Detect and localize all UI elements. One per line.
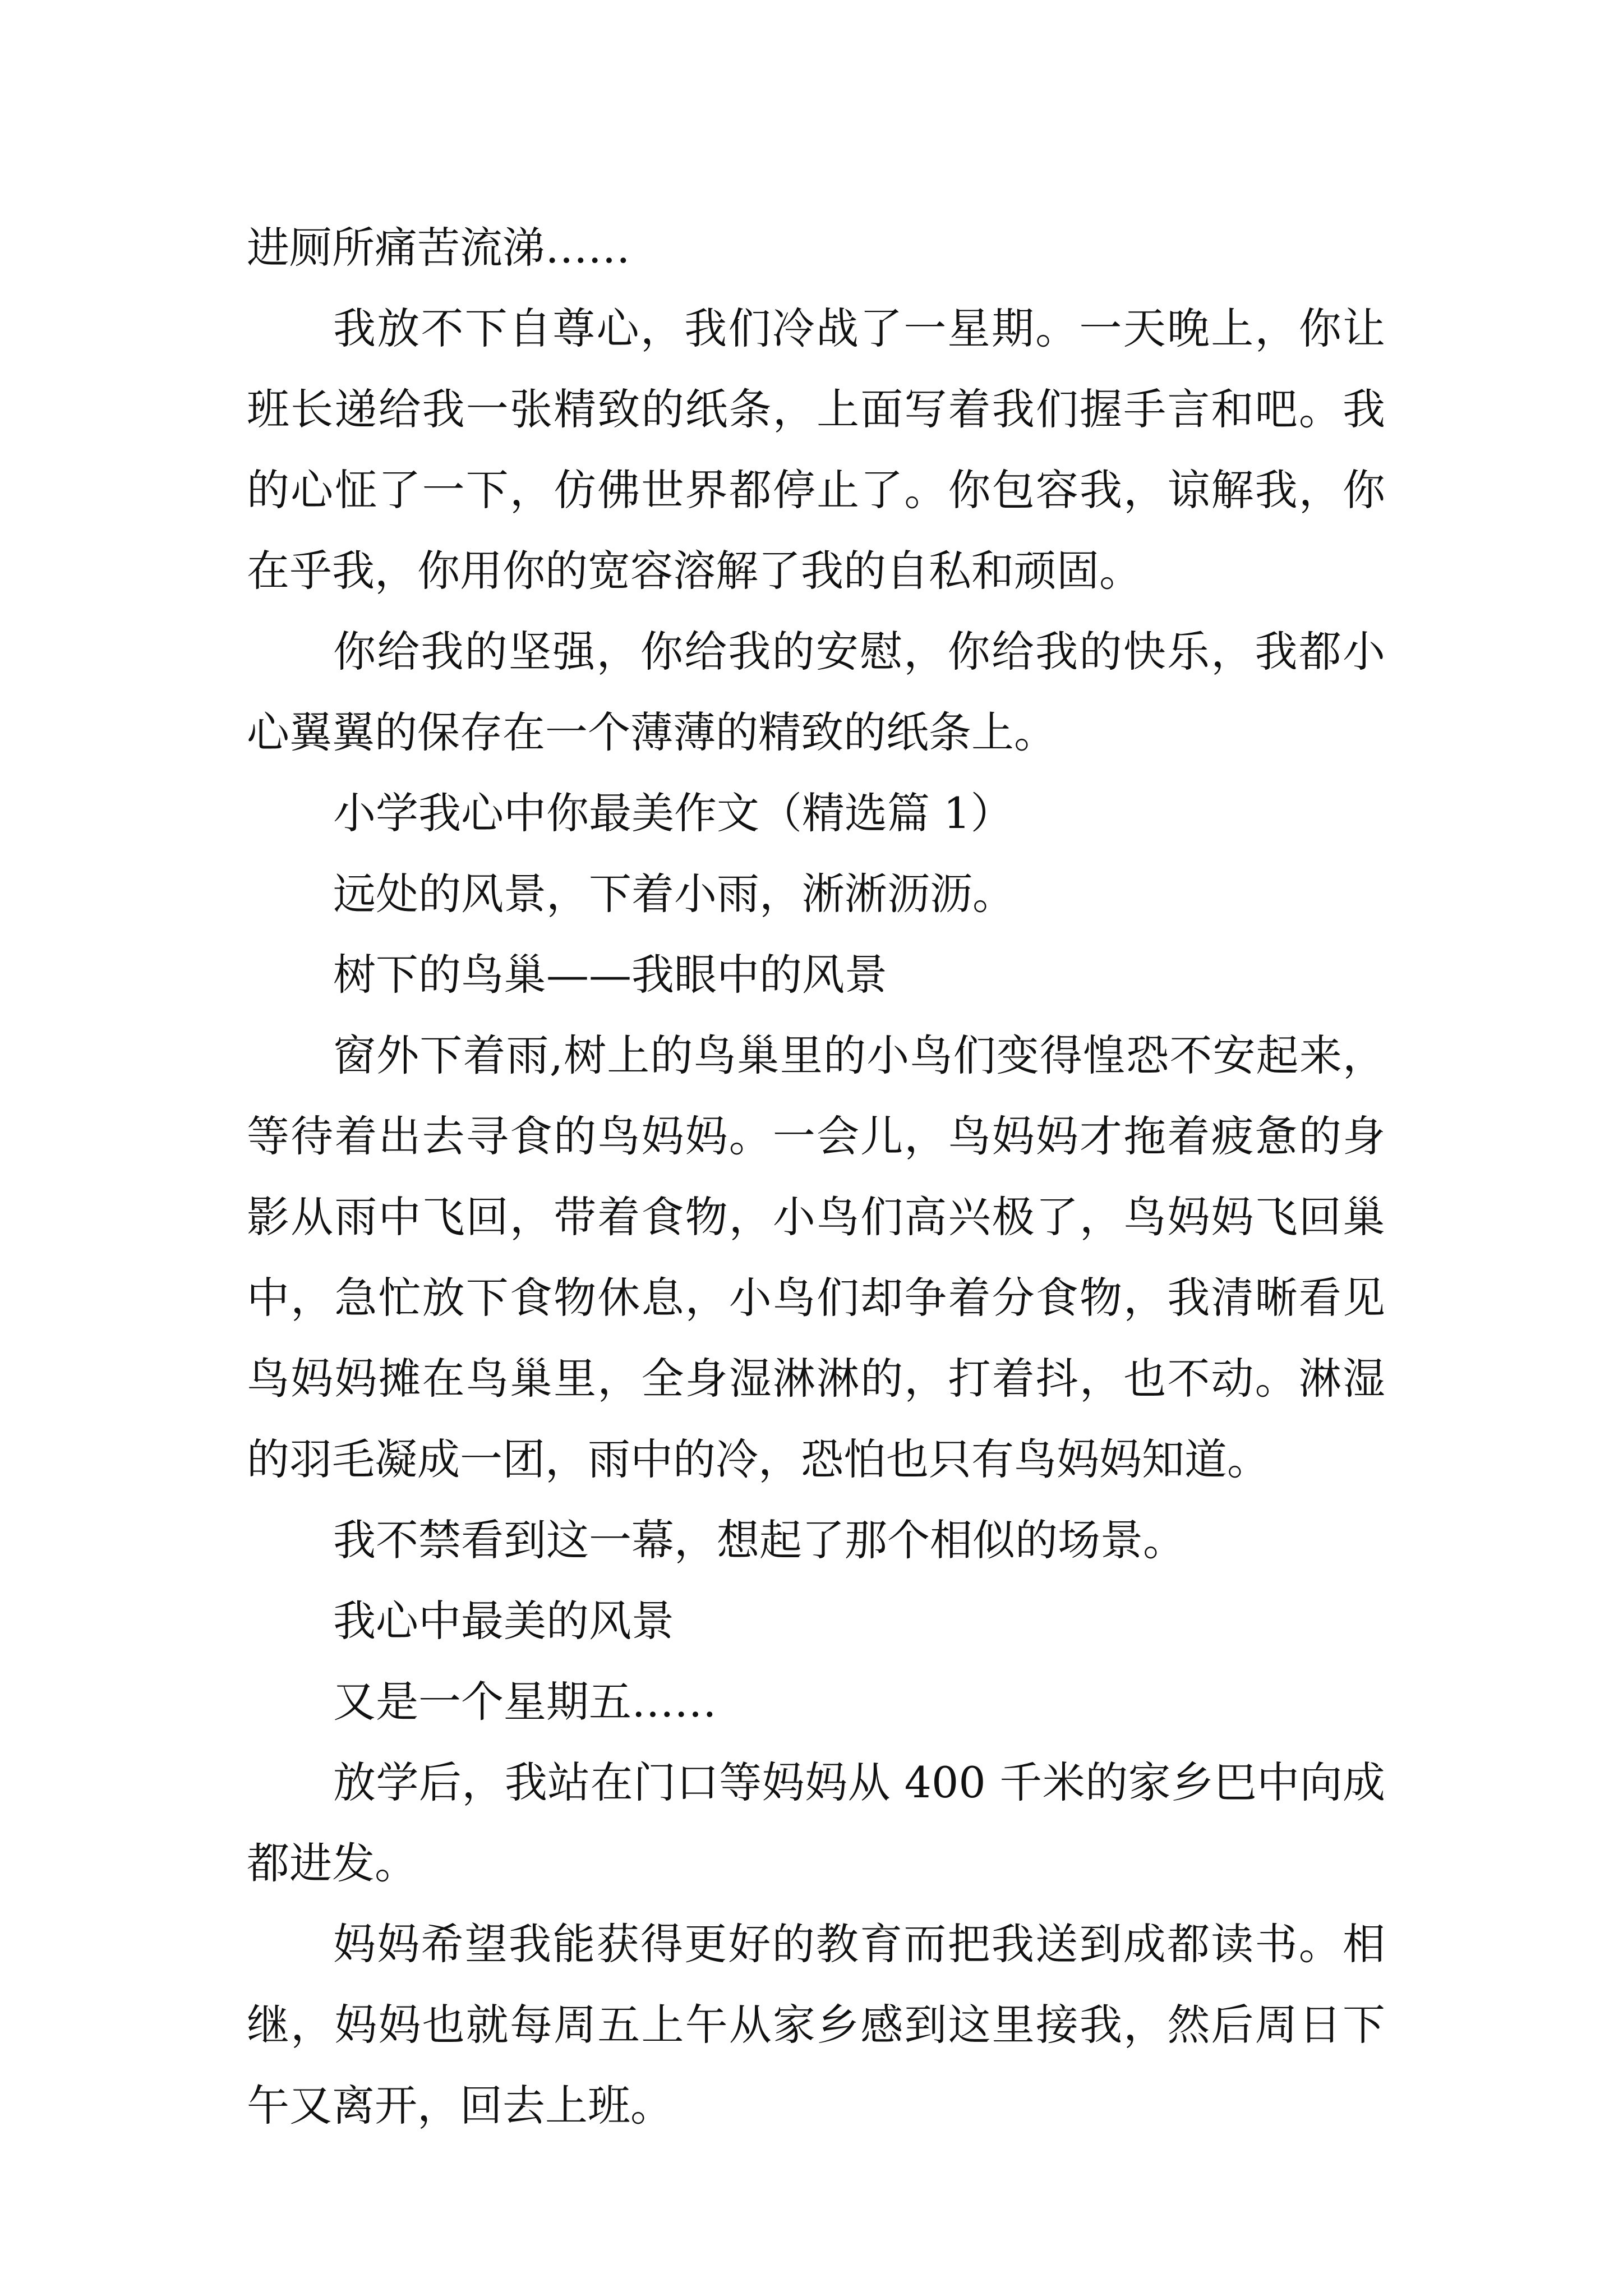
text-line: 等待着出去寻食的鸟妈妈。一会儿，鸟妈妈才拖着疲惫的身 [247, 1111, 1385, 1161]
text-line: 的羽毛凝成一团，雨中的冷，恐怕也只有鸟妈妈知道。 [247, 1434, 1270, 1484]
text-line: 窗外下着雨,树上的鸟巢里的小鸟们变得惶恐不安起来， [333, 1030, 1385, 1080]
text-line: 我放不下自尊心，我们冷战了一星期。一天晚上，你让 [333, 303, 1385, 353]
text-line: 继，妈妈也就每周五上午从家乡感到这里接我，然后周日下 [247, 2000, 1385, 2050]
text-line: 远处的风景，下着小雨，淅淅沥沥。 [333, 869, 1015, 919]
text-line: 午又离开，回去上班。 [247, 2081, 673, 2131]
text-line: 都进发。 [247, 1838, 417, 1888]
text-line: 鸟妈妈摊在鸟巢里，全身湿淋淋的，打着抖，也不动。淋湿 [247, 1354, 1385, 1404]
text-line: 你给我的坚强，你给我的安慰，你给我的快乐，我都小 [333, 627, 1385, 677]
text-line: 我不禁看到这一幕，想起了那个相似的场景。 [333, 1515, 1186, 1565]
text-line: 又是一个星期五…… [333, 1677, 717, 1727]
text-line: 心翼翼的保存在一个薄薄的精致的纸条上。 [247, 707, 1057, 757]
text-line: 进厕所痛苦流涕…… [247, 223, 630, 273]
subheading: 树下的鸟巢——我眼中的风景 [333, 950, 887, 1000]
text-line: 的心怔了一下，仿佛世界都停止了。你包容我，谅解我，你 [247, 465, 1385, 515]
text-line: 中，急忙放下食物休息，小鸟们却争着分食物，我清晰看见 [247, 1273, 1385, 1323]
section-title: 小学我心中你最美作文（精选篇 1） [333, 788, 1013, 838]
text-line: 影从雨中飞回，带着食物，小鸟们高兴极了，鸟妈妈飞回巢 [247, 1192, 1385, 1242]
text-line: 妈妈希望我能获得更好的教育而把我送到成都读书。相 [333, 1919, 1385, 1969]
subheading: 我心中最美的风景 [333, 1596, 674, 1646]
text-line: 在乎我，你用你的宽容溶解了我的自私和顽固。 [247, 546, 1142, 596]
document-page [247, 208, 1385, 2146]
text-line: 班长递给我一张精致的纸条，上面写着我们握手言和吧。我 [247, 384, 1385, 434]
text-line: 放学后，我站在门口等妈妈从 400 千米的家乡巴中向成 [333, 1757, 1385, 1807]
